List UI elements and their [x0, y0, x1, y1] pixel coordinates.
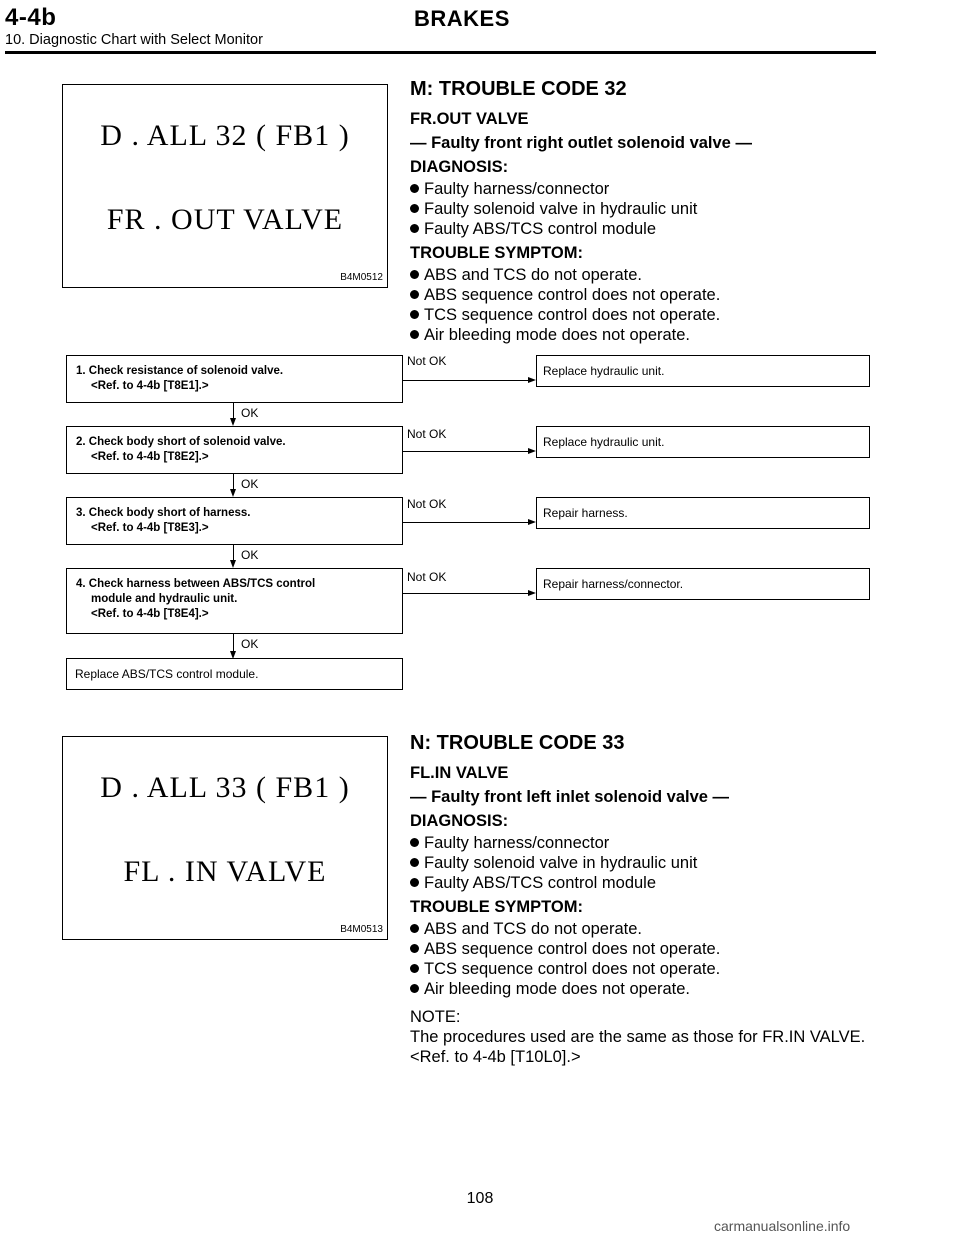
- arrow-down-icon: [230, 418, 236, 426]
- flow-final-step: Replace ABS/TCS control module.: [66, 658, 403, 690]
- section-n-symptom-label: TROUBLE SYMPTOM:: [410, 898, 583, 916]
- figure-caption: B4M0512: [340, 272, 383, 283]
- section-n-symptom-list: [410, 919, 880, 999]
- list-item: Faulty harness/connector: [410, 833, 880, 853]
- flow-result-3: Repair harness.: [536, 497, 870, 529]
- list-item: ABS sequence control does not operate.: [410, 939, 880, 959]
- note-ref: <Ref. to 4-4b [T10L0].>: [410, 1048, 581, 1066]
- ok-label: OK: [241, 548, 259, 562]
- list-item: Faulty ABS/TCS control module: [410, 873, 880, 893]
- bullet-icon: [410, 290, 419, 299]
- arrow-right-icon: [528, 590, 536, 596]
- flow-step-4: 4. Check harness between ABS/TCS control module and hydraulic unit. <Ref. to 4-4b [T8E4].>: [66, 568, 403, 634]
- figure-line-2: FL . IN VALVE: [123, 855, 327, 888]
- figure-line-1: D . ALL 32 ( FB1 ): [100, 119, 350, 152]
- section-code: 4-4b: [5, 4, 57, 31]
- ok-label: OK: [241, 477, 259, 491]
- bullet-icon: [410, 878, 419, 887]
- list-item: Faulty harness/connector: [410, 179, 880, 199]
- bullet-icon: [410, 964, 419, 973]
- bullet-icon: [410, 310, 419, 319]
- figure-b4m0513: [62, 736, 388, 940]
- list-item: TCS sequence control does not operate.: [410, 305, 880, 325]
- arrow-right-icon: [528, 519, 536, 525]
- bullet-icon: [410, 944, 419, 953]
- page-number: 108: [466, 1190, 494, 1207]
- connector-line: [403, 522, 529, 523]
- flow-step-1: 1. Check resistance of solenoid valve. <Ref. to 4-4b [T8E1].>: [66, 355, 403, 403]
- note-text: The procedures used are the same as those for FR.IN VALVE.: [410, 1028, 866, 1046]
- section-m-diagnosis-list: [410, 179, 880, 239]
- section-n-diagnosis-label: DIAGNOSIS:: [410, 812, 509, 830]
- bullet-icon: [410, 270, 419, 279]
- bullet-icon: [410, 924, 419, 933]
- arrow-down-icon: [230, 489, 236, 497]
- bullet-icon: [410, 330, 419, 339]
- connector-line: [403, 593, 529, 594]
- flow-step-3: 3. Check body short of harness. <Ref. to 4-4b [T8E3].>: [66, 497, 403, 545]
- list-item: Faulty ABS/TCS control module: [410, 219, 880, 239]
- page-subtitle: 10. Diagnostic Chart with Select Monitor: [5, 32, 263, 48]
- list-item: Faulty solenoid valve in hydraulic unit: [410, 853, 880, 873]
- flow-result-2: Replace hydraulic unit.: [536, 426, 870, 458]
- not-ok-label: Not OK: [407, 570, 447, 584]
- bullet-icon: [410, 204, 419, 213]
- arrow-right-icon: [528, 448, 536, 454]
- bullet-icon: [410, 184, 419, 193]
- list-item: Air bleeding mode does not operate.: [410, 979, 880, 999]
- section-n-title: N: TROUBLE CODE 33: [410, 732, 625, 754]
- section-m-symptom-list: [410, 265, 880, 345]
- note-label: NOTE:: [410, 1008, 461, 1026]
- list-item: ABS and TCS do not operate.: [410, 265, 880, 285]
- arrow-down-icon: [230, 560, 236, 568]
- section-n-item: FL.IN VALVE: [410, 764, 509, 782]
- figure-b4m0512: [62, 84, 388, 288]
- section-n-text: [410, 732, 880, 1067]
- flow-result-1: Replace hydraulic unit.: [536, 355, 870, 387]
- section-n-diagnosis-list: [410, 833, 880, 893]
- not-ok-label: Not OK: [407, 497, 447, 511]
- list-item: Faulty solenoid valve in hydraulic unit: [410, 199, 880, 219]
- ok-label: OK: [241, 406, 259, 420]
- figure-caption: B4M0513: [340, 924, 383, 935]
- section-m-diagnosis-label: DIAGNOSIS:: [410, 158, 509, 176]
- bullet-icon: [410, 838, 419, 847]
- flow-result-4: Repair harness/connector.: [536, 568, 870, 600]
- figure-line-1: D . ALL 33 ( FB1 ): [100, 771, 350, 804]
- header-rule: [5, 51, 876, 54]
- section-m-title: M: TROUBLE CODE 32: [410, 78, 627, 100]
- list-item: TCS sequence control does not operate.: [410, 959, 880, 979]
- list-item: ABS sequence control does not operate.: [410, 285, 880, 305]
- section-m-symptom-label: TROUBLE SYMPTOM:: [410, 244, 583, 262]
- bullet-icon: [410, 858, 419, 867]
- connector-line: [403, 380, 529, 381]
- section-m-text: [410, 78, 880, 345]
- not-ok-label: Not OK: [407, 427, 447, 441]
- list-item: ABS and TCS do not operate.: [410, 919, 880, 939]
- watermark: carmanualsonline.info: [714, 1218, 851, 1234]
- figure-line-2: FR . OUT VALVE: [106, 203, 344, 236]
- page-title: BRAKES: [414, 6, 510, 31]
- section-m-item: FR.OUT VALVE: [410, 110, 529, 128]
- bullet-icon: [410, 224, 419, 233]
- list-item: Air bleeding mode does not operate.: [410, 325, 880, 345]
- flow-step-2: 2. Check body short of solenoid valve. <Ref. to 4-4b [T8E2].>: [66, 426, 403, 474]
- connector-line: [403, 451, 529, 452]
- arrow-right-icon: [528, 377, 536, 383]
- section-m-desc: — Faulty front right outlet solenoid valve —: [410, 134, 752, 152]
- section-n-desc: — Faulty front left inlet solenoid valve —: [410, 788, 730, 806]
- ok-label: OK: [241, 637, 259, 651]
- not-ok-label: Not OK: [407, 354, 447, 368]
- bullet-icon: [410, 984, 419, 993]
